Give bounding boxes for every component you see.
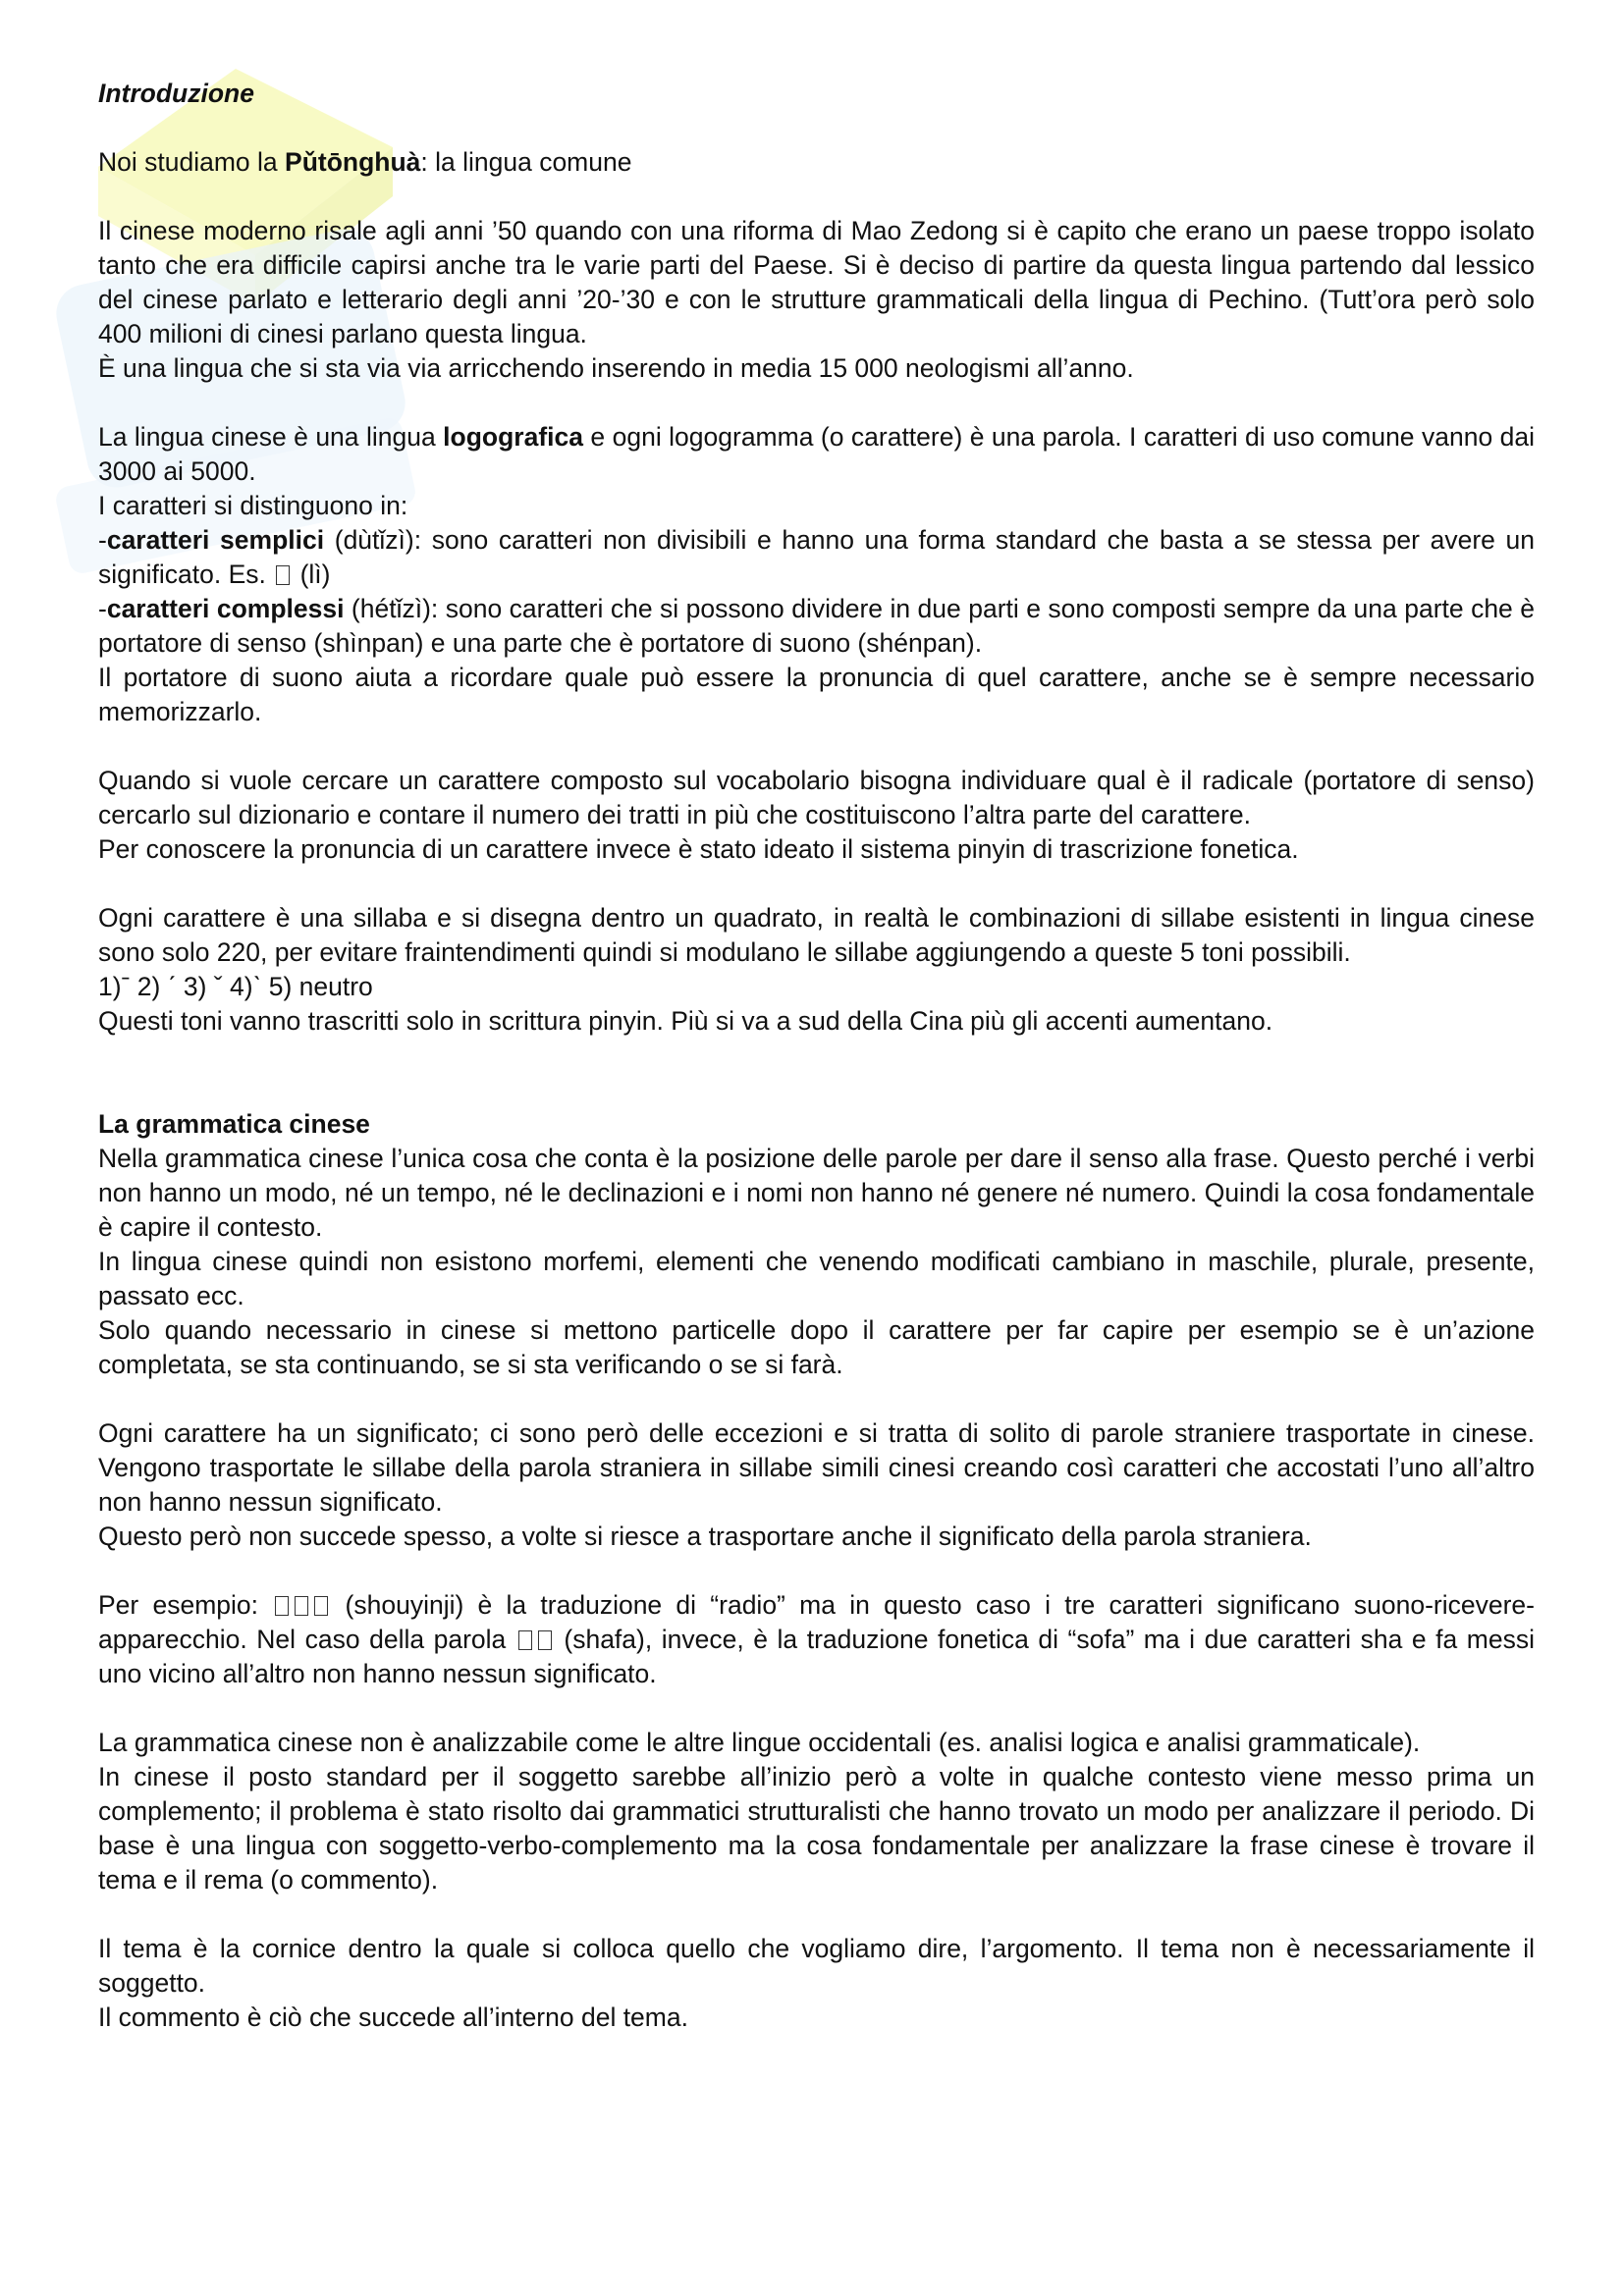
modern-chinese-paragraph: Il cinese moderno risale agli anni ’50 quando con una riforma di Mao Zedong si è capito che erano un paese troppo isolato tanto che era difficile capirsi anche tra le varie parti del Paese. Si è deciso di partire da questa lingua partendo dal lessico del cinese parlato e letterario degli anni ’20-’30 e con le strutture grammaticali della lingua di Pechino. (Tutt’ora però solo 400 milioni di cinesi parlano questa lingua.	[98, 216, 1535, 348]
neologisms-paragraph: È una lingua che si sta via via arricchendo inserendo in media 15 000 neologismi all’anno.	[98, 353, 1134, 383]
simple-characters-paragraph: -caratteri semplici (dùtǐzì): sono caratteri non divisibili e hanno una forma standard che basta a se stessa per avere un significato. Es. (lì)	[98, 525, 1535, 589]
theme-paragraph: Il tema è la cornice dentro la quale si colloca quello che vogliamo dire, l’argomento. Il tema non è necessariamente il soggetto.	[98, 1934, 1535, 1998]
missing-glyph-icon	[538, 1630, 552, 1650]
missing-glyph-icon	[276, 565, 290, 585]
tones-line: 1)ˉ 2) ˊ 3) ˇ 4)ˋ 5) neutro	[98, 972, 373, 1001]
comment-paragraph: Il commento è ciò che succede all’interno del tema.	[98, 2002, 688, 2032]
missing-glyph-icon	[314, 1596, 328, 1616]
putonghua-term: Pǔtōnghuà	[285, 147, 421, 177]
grammar-heading: La grammatica cinese	[98, 1109, 370, 1139]
pinyin-paragraph: Per conoscere la pronuncia di un carattere invece è stato ideato il sistema pinyin di trascrizione fonetica.	[98, 834, 1299, 864]
simple-characters-term: caratteri semplici	[106, 525, 325, 555]
tones-note: Questi toni vanno trascritti solo in scrittura pinyin. Più si va a sud della Cina più gli accenti aumentano.	[98, 1006, 1273, 1036]
intro-heading: Introduzione	[98, 79, 254, 108]
complex-characters-term: caratteri complessi	[106, 594, 345, 623]
grammar-paragraph-2: In lingua cinese quindi non esistono morfemi, elementi che venendo modificati cambiano in maschile, plurale, presente, passato ecc.	[98, 1247, 1535, 1310]
missing-glyph-icon	[295, 1596, 308, 1616]
example-paragraph: Per esempio: (shouyinji) è la traduzione di “radio” ma in questo caso i tre caratteri significano suono-ricevere-apparecchio. Nel caso della parola (shafa), invece, è la traduzione fonetica di “sofa” ma i due caratteri sha e fa messi uno vicino all’altro non hanno nessun significato.	[98, 1590, 1535, 1688]
complex-characters-paragraph: -caratteri complessi (hétǐzì): sono caratteri che si possono dividere in due parti e sono composti sempre da una parte che è portatore di senso (shìnpan) e una parte che è portatore di suono (shénpan).	[98, 594, 1535, 658]
logographic-paragraph: La lingua cinese è una lingua logografica e ogni logogramma (o carattere) è una parola. I caratteri di uso comune vanno dai 3000 ai 5000.	[98, 422, 1535, 486]
putonghua-paragraph: Noi studiamo la Pǔtōnghuà: la lingua comune	[98, 147, 632, 177]
logographic-term: logografica	[443, 422, 583, 452]
missing-glyph-icon	[275, 1596, 289, 1616]
syllable-paragraph: Ogni carattere è una sillaba e si disegna dentro un quadrato, in realtà le combinazioni di sillabe esistenti in lingua cinese sono solo 220, per evitare fraintendimenti quindi si modulano le sillabe aggiungendo a queste 5 toni possibili.	[98, 903, 1535, 967]
analysis-paragraph-1: La grammatica cinese non è analizzabile come le altre lingue occidentali (es. analisi logica e analisi grammaticale).	[98, 1728, 1421, 1757]
grammar-paragraph-3: Solo quando necessario in cinese si mettono particelle dopo il carattere per far capire per esempio se è un’azione completata, se sta continuando, se si sta verificando o se si farà.	[98, 1315, 1535, 1379]
grammar-paragraph-1: Nella grammatica cinese l’unica cosa che conta è la posizione delle parole per dare il senso alla frase. Questo perché i verbi non hanno un modo, né un tempo, né le declinazioni e i nomi non hanno né genere né numero. Quindi la cosa fondamentale è capire il contesto.	[98, 1144, 1535, 1242]
sound-carrier-paragraph: Il portatore di suono aiuta a ricordare quale può essere la pronuncia di quel carattere, anche se è sempre necessario memorizzarlo.	[98, 663, 1535, 726]
meaning-paragraph-2: Questo però non succede spesso, a volte si riesce a trasportare anche il significato della parola straniera.	[98, 1522, 1312, 1551]
analysis-paragraph-2: In cinese il posto standard per il soggetto sarebbe all’inizio però a volte in qualche contesto viene messo prima un complemento; il problema è stato risolto dai grammatici strutturalisti che hanno trovato un modo per analizzare il periodo. Di base è una lingua con soggetto-verbo-complemento ma la cosa fondamentale per analizzare la frase cinese è trovare il tema e il rema (o commento).	[98, 1762, 1535, 1895]
document-body	[98, 77, 1535, 2035]
dictionary-search-paragraph: Quando si vuole cercare un carattere composto sul vocabolario bisogna individuare qual è il radicale (portatore di senso) cercarlo sul dizionario e contare il numero dei tratti in più che costituiscono l’altra parte del carattere.	[98, 766, 1535, 829]
distinguish-line: I caratteri si distinguono in:	[98, 491, 408, 520]
meaning-paragraph-1: Ogni carattere ha un significato; ci sono però delle eccezioni e si tratta di solito di parole straniere trasportate in cinese. Vengono trasportate le sillabe della parola straniera in sillabe simili cinesi creando così caratteri che accostati l’uno all’altro non hanno nessun significato.	[98, 1418, 1535, 1517]
missing-glyph-icon	[518, 1630, 532, 1650]
